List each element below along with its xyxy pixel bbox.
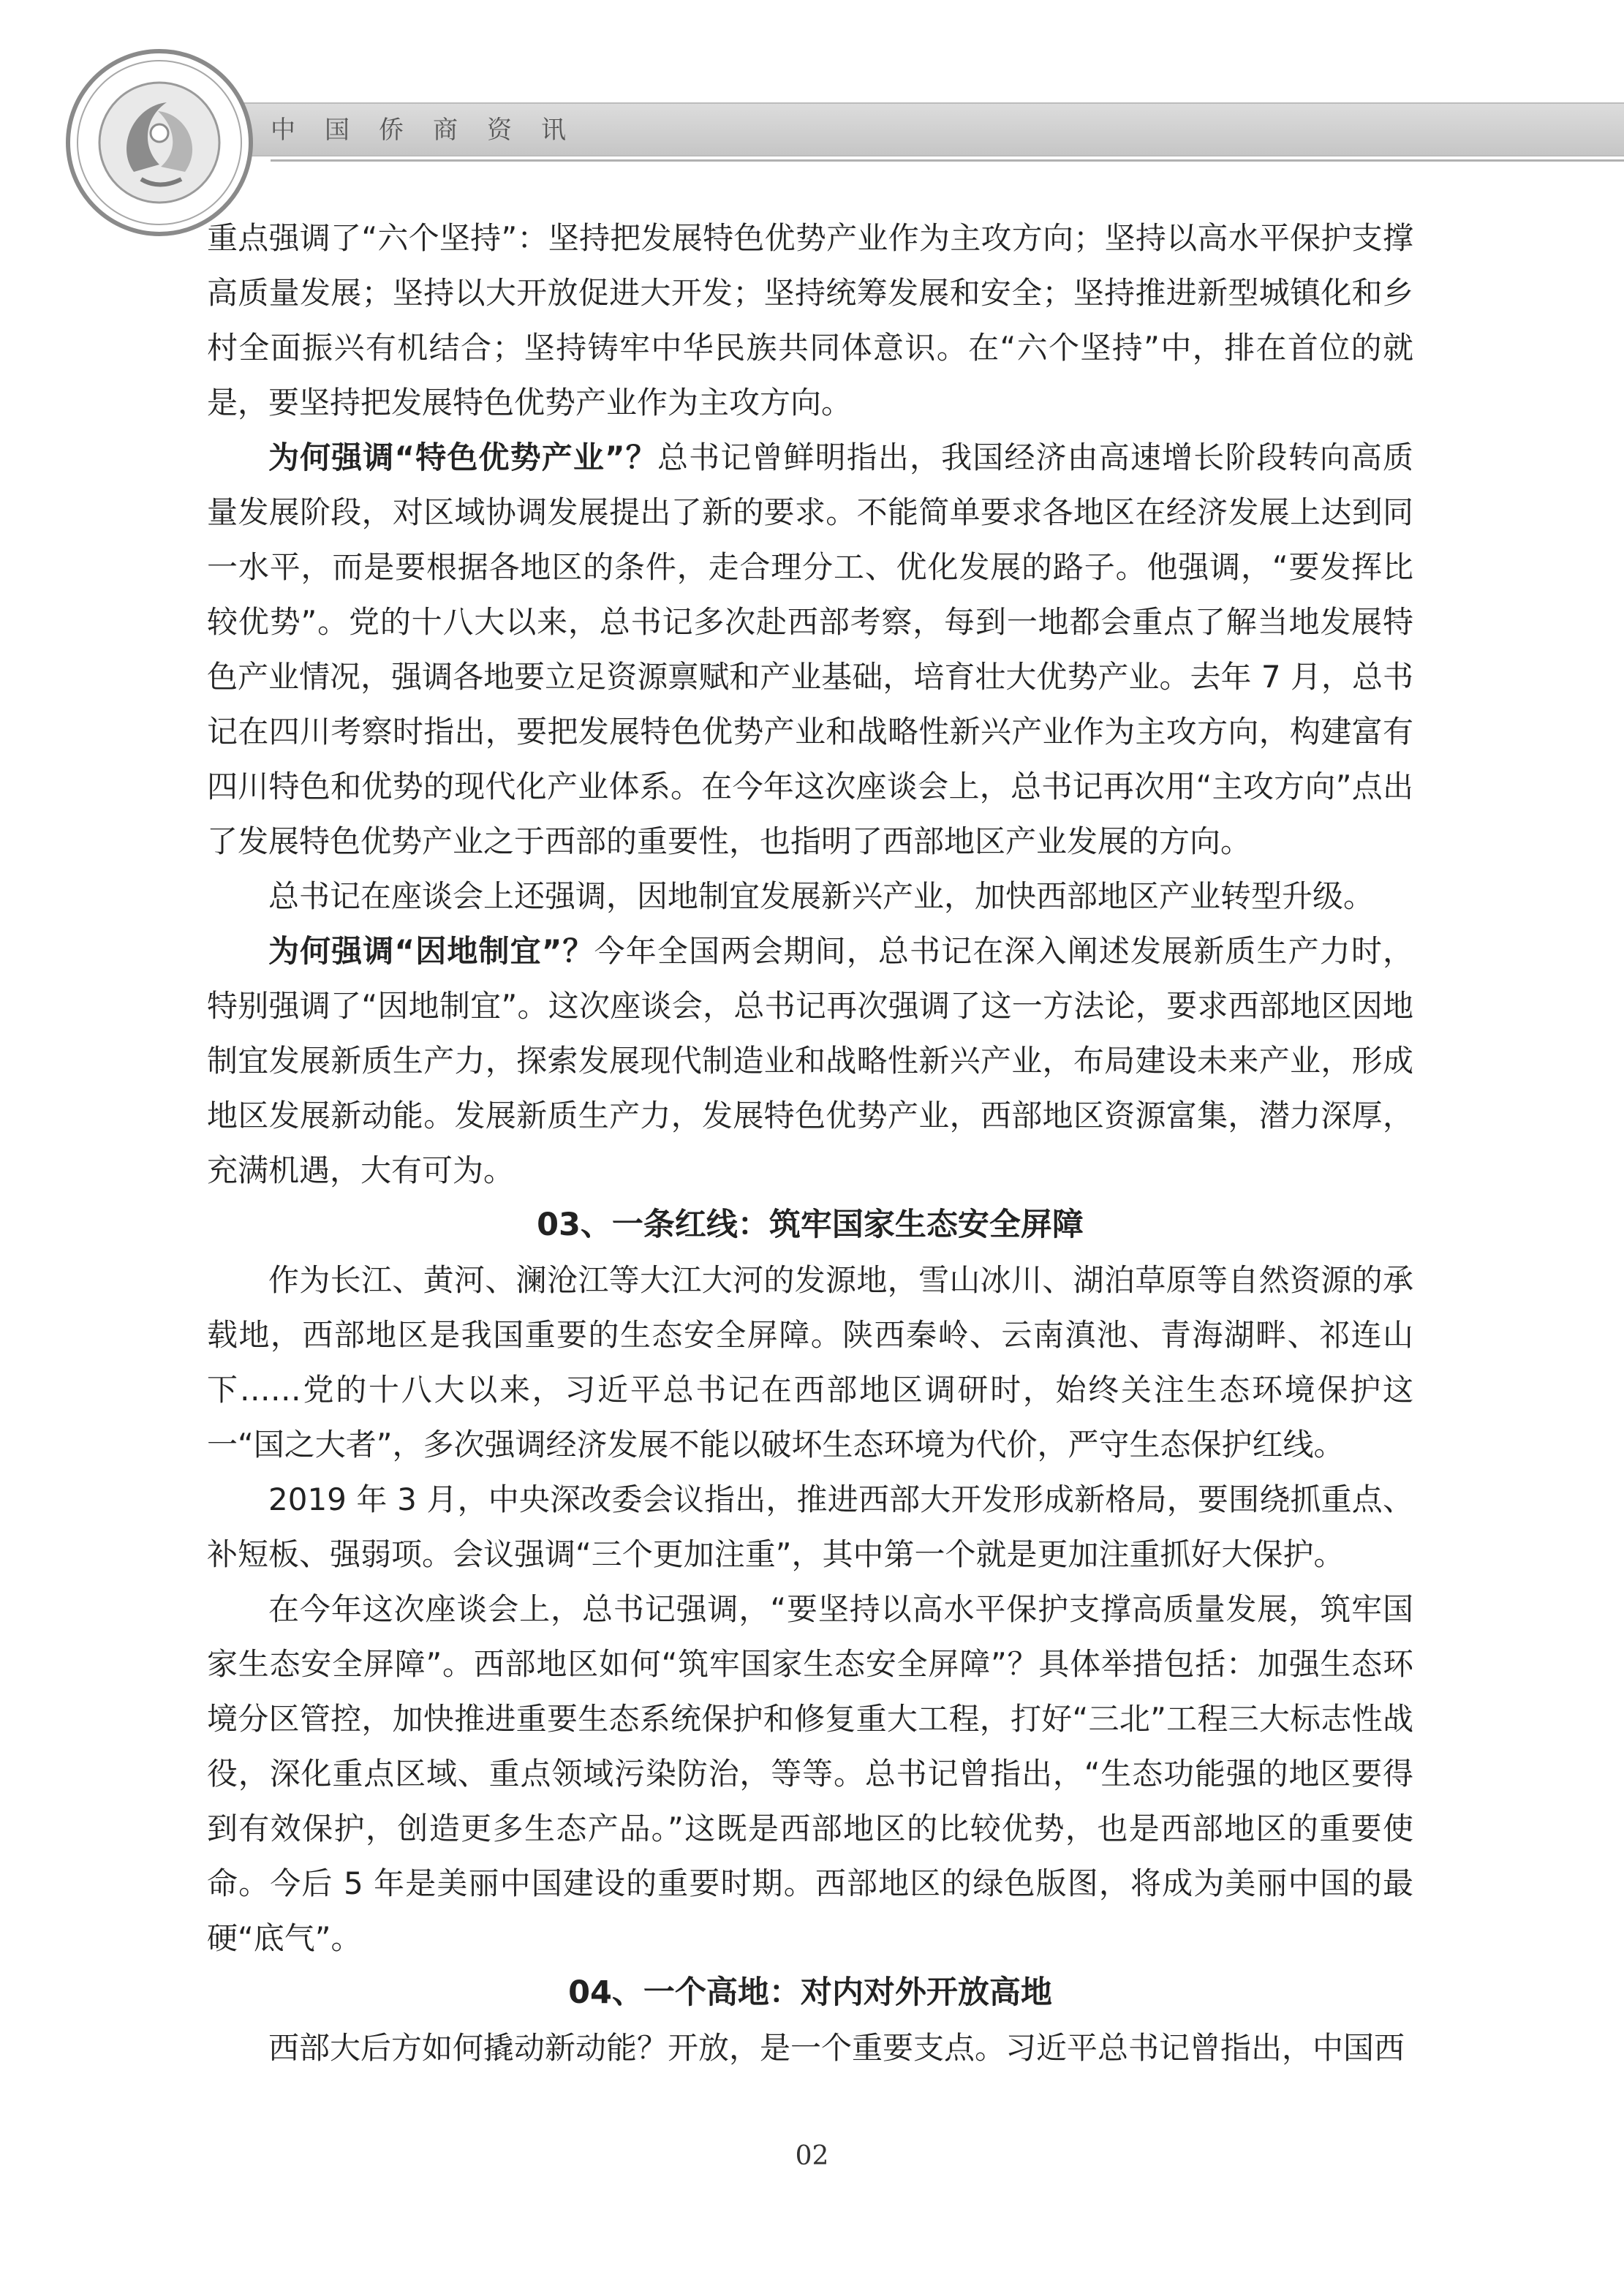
- section3-paragraph-3: 在今年这次座谈会上，总书记强调，“要坚持以高水平保护支撑高质量发展，筑牢国家生态安全屏障”。西部地区如何“筑牢国家生态安全屏障”？具体举措包括：加强生态环境分区管控，加快推进重要生态系统保护和修复重大工程，打好“三北”工程三大标志性战役，深化重点区域、重点领域污染防治，等等。总书记曾指出，“生态功能强的地区要得到有效保护，创造更多生态产品。”这既是西部地区的比较优势，也是西部地区的重要使命。今后 5 年是美丽中国建设的重要时期。西部地区的绿色版图，将成为美丽中国的最硬“底气”。: [207, 1591, 1413, 1956]
- article-body: [207, 211, 1413, 2075]
- section-heading-03: 03、一条红线：筑牢国家生态安全屏障: [537, 1207, 1084, 1243]
- page-header: [0, 0, 1624, 241]
- paragraph-lead: 为何强调“特色优势产业”？: [268, 439, 657, 475]
- header-rule: [271, 159, 1624, 162]
- paragraph-2: [207, 430, 1413, 869]
- section3-paragraph-1: 作为长江、黄河、澜沧江等大江大河的发源地，雪山冰川、湖泊草原等自然资源的承载地，西部地区是我国重要的生态安全屏障。陕西秦岭、云南滇池、青海湖畔、祁连山下……党的十八大以来，习近平总书记在西部地区调研时，始终关注生态环境保护这一“国之大者”，多次强调经济发展不能以破坏生态环境为代价，严守生态保护红线。: [207, 1262, 1413, 1463]
- page-number: 02: [795, 2141, 829, 2171]
- paragraph-1: [207, 211, 1413, 430]
- paragraph-text: 今年全国两会期间，总书记在深入阐述发展新质生产力时，特别强调了“因地制宜”。这次座谈会，总书记再次强调了这一方法论，要求西部地区因地制宜发展新质生产力，探索发展现代制造业和战略性新兴产业，布局建设未来产业，形成地区发展新动能。发展新质生产力，发展特色优势产业，西部地区资源富集，潜力深厚，充满机遇，大有可为。: [207, 933, 1413, 1188]
- section3-paragraph-2: 2019 年 3 月，中央深改委会议指出，推进西部大开发形成新格局，要围绕抓重点、补短板、强弱项。会议强调“三个更加注重”，其中第一个就是更加注重抓好大保护。: [207, 1482, 1413, 1572]
- section-heading-04: 04、一个高地：对内对外开放高地: [568, 1974, 1052, 2011]
- paragraph-text: 重点强调了“六个坚持”：坚持把发展特色优势产业作为主攻方向；坚持以高水平保护支撑高质量发展；坚持以大开放促进大开发；坚持统筹发展和安全；坚持推进新型城镇化和乡村全面振兴有机结合；坚持铸牢中华民族共同体意识。在“六个坚持”中，排在首位的就是，要坚持把发展特色优势产业作为主攻方向。: [207, 220, 1413, 420]
- paragraph-4: [207, 924, 1413, 1198]
- paragraph-text: 总书记曾鲜明指出，我国经济由高速增长阶段转向高质量发展阶段，对区域协调发展提出了新的要求。不能简单要求各地区在经济发展上达到同一水平，而是要根据各地区的条件，走合理分工、优化发展的路子。他强调，“要发挥比较优势”。党的十八大以来，总书记多次赴西部考察，每到一地都会重点了解当地发展特色产业情况，强调各地要立足资源禀赋和产业基础，培育壮大优势产业。去年 7 月，总书记在四川考察时指出，要把发展特色优势产业和战略性新兴产业作为主攻方向，构建富有四川特色和优势的现代化产业体系。在今年这次座谈会上，总书记再次用“主攻方向”点出了发展特色优势产业之于西部的重要性，也指明了西部地区产业发展的方向。: [207, 439, 1413, 859]
- paragraph-text: 总书记在座谈会上还强调，因地制宜发展新兴产业，加快西部地区产业转型升级。: [268, 878, 1375, 914]
- header-title: 中国侨商资讯: [271, 116, 595, 145]
- paragraph-lead: 为何强调“因地制宜”？: [268, 933, 594, 969]
- section4-paragraph-1: 西部大后方如何撬动新动能？开放，是一个重要支点。习近平总书记曾指出，中国西: [268, 2030, 1405, 2066]
- paragraph-3: [207, 869, 1413, 924]
